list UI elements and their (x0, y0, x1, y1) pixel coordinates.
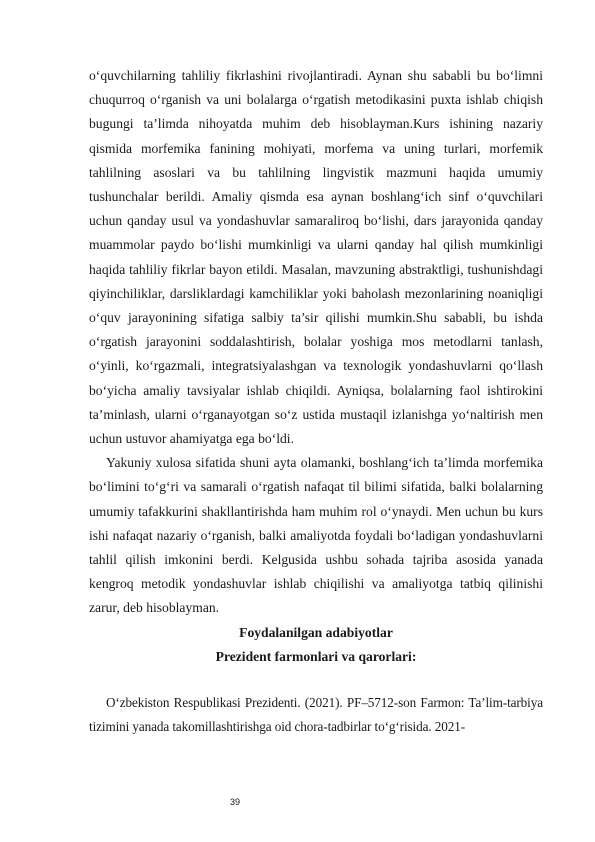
references-heading: Foydalanilgan adabiyotlar (239, 624, 393, 640)
body-paragraph-2: Yakuniy xulosa sifatida shuni ayta olamanki, boshlang‘ich ta’limda morfemika bo‘limini to‘g‘ri va samarali o‘rgatish nafaqat til bilimi sifatida, balki bolalarning umumiy tafakkurini shakllantirishda ham muhim rol o‘ynaydi. Men uchun bu kurs ishi nafaqat nazariy o‘rganish, balki amaliyotda foydali bo‘ladigan yondashuvlarni tahlil qilish imkonini berdi. Kelgusida ushbu sohada tajriba asosida yanada kengroq metodik yondashuvlar ishlab chiqilishi va amaliyotga tatbiq qilinishi zarur, deb hisoblayman. (89, 455, 543, 616)
references-list (89, 691, 543, 739)
body-paragraph-1: o‘quvchilarning tahliliy fikrlashini rivojlantiradi. Aynan shu sababli bu bo‘limni chuqurroq o‘rganish va uni bolalarga o‘rgatish metodikasini puxta ishlab chiqish bugungi ta’limda nihoyatda muhim deb hisoblayman.Kurs ishining nazariy qismida morfemika fanining mohiyati, morfema va uning turlari, morfemik tahlilning asoslari va bu tahlilning lingvistik mazmuni haqida umumiy tushunchalar berildi. Amaliy qismda esa aynan boshlang‘ich sinf o‘quvchilari uchun qanday usul va yondashuvlar samaraliroq bo‘lishi, dars jarayonida qanday muammolar paydo bo‘lishi mumkinligi va ularni qanday hal qilish mumkinligi haqida tahliliy fikrlar bayon etildi. Masalan, mavzuning abstraktligi, tushunishdagi qiyinchiliklar, darsliklardagi kamchiliklar yoki baholash mezonlarining noaniqligi o‘quv jarayonining sifatiga salbiy ta’sir qilishi mumkin.Shu sababli, bu ishda o‘rgatish jarayonini soddalashtirish, bolalar yoshiga mos metodlarni tanlash, o‘yinli, ko‘rgazmali, integratsiyalashgan va texnologik yondashuvlarni qo‘llash bo‘yicha amaliy tavsiyalar ishlab chiqildi. Ayniqsa, bolalarning faol ishtirokini ta’minlash, ularni o‘rganayotgan so‘z ustida mustaqil izlanishga yo‘naltirish men uchun ustuvor ahamiyatga ega bo‘ldi. (89, 68, 543, 447)
reference-item: O‘zbekiston Respublikasi Prezidenti. (2021). PF–5712-son Farmon: Ta’lim-tarbiya tizimini yanada takomillashtirishga oid chora-tadbirlar to‘g‘risida. 2021- (89, 695, 543, 735)
references-subheading: Prezident farmonlari va qarorlari: (215, 648, 417, 664)
page-body (89, 64, 543, 739)
page-number: 39 (230, 797, 241, 807)
